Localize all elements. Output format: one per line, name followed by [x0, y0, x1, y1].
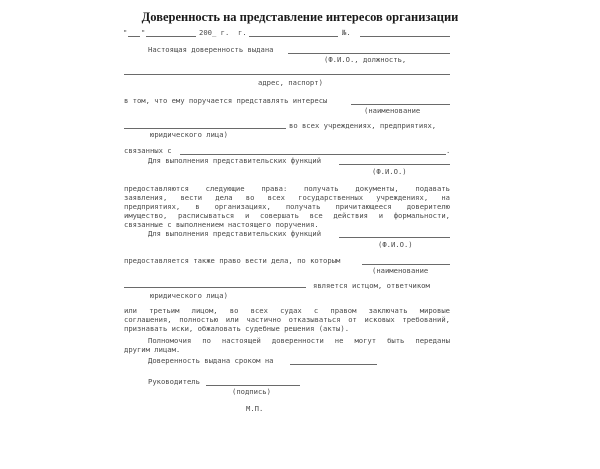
- entity-blank: [124, 128, 286, 129]
- city-label: г.: [238, 28, 247, 37]
- conduct-blank: [362, 264, 450, 265]
- court-line-3: признавать иски, обжаловать судебные решения (акты).: [124, 324, 350, 333]
- year-label: 200_ г.: [199, 28, 230, 37]
- number-blank: [360, 36, 450, 37]
- date-close-quote: ": [141, 28, 146, 37]
- stamp-label: М.П.: [246, 404, 264, 413]
- rights-line-5: связанные с выполнением настоящего поручения.: [124, 220, 319, 229]
- city-blank: [249, 36, 338, 37]
- hint-legal-entity: юридического лица): [150, 130, 228, 139]
- hint-legal-entity-2: юридического лица): [150, 291, 228, 300]
- hint-fio-position: (Ф.И.О., должность,: [324, 55, 407, 64]
- rep-fio-blank-2: [339, 237, 450, 238]
- court-line-1: или третьим лицом, во всех судах с правом заключать мировые: [124, 306, 450, 315]
- head-label: Руководитель: [148, 377, 200, 386]
- date-open-quote: ": [123, 28, 128, 37]
- period: .: [446, 146, 451, 155]
- rights-line-3: предприятиях, в организациях, получать причитающееся доверителю: [124, 202, 450, 211]
- related-blank: [180, 154, 446, 155]
- right-conduct: предоставляется также право вести дела, по которым: [124, 256, 341, 265]
- related-with: связанных с: [124, 146, 172, 155]
- rep-fio-blank: [339, 164, 450, 165]
- plaintiff-blank: [124, 287, 306, 288]
- address-blank: [124, 74, 450, 75]
- entrust-blank: [351, 104, 450, 105]
- validity-blank: [290, 364, 377, 365]
- hint-name-2: (наименование: [372, 266, 429, 275]
- document-title: Доверенность на представление интересов организации: [141, 10, 459, 24]
- rep-functions: Для выполнения представительских функций: [148, 156, 322, 165]
- day-blank: [128, 36, 140, 37]
- rights-line-2: заявления, вести дела во всех государственных учреждениях, на: [124, 193, 450, 202]
- entrust-line: в том, что ему поручается представлять интересы: [124, 96, 328, 105]
- hint-address-passport: адрес, паспорт): [258, 78, 323, 87]
- hint-fio-2: (Ф.И.О.): [378, 240, 413, 249]
- no-transfer-line-2: другим лицам.: [124, 345, 181, 354]
- rep-functions-2: Для выполнения представительских функций: [148, 229, 322, 238]
- month-blank: [146, 36, 196, 37]
- issued-to-blank: [288, 53, 450, 54]
- plaintiff-line: является истцом, ответчиком: [313, 281, 430, 290]
- rights-line-4: имущество, расписываться и совершать все действия и формальности,: [124, 211, 450, 220]
- number-label: №.: [342, 28, 351, 37]
- issued-line: Настоящая доверенность выдана: [148, 45, 274, 54]
- signature-blank: [206, 385, 300, 386]
- hint-fio: (Ф.И.О.): [372, 167, 407, 176]
- hint-name-open: (наименование: [364, 106, 421, 115]
- validity-line: Доверенность выдана сроком на: [148, 356, 274, 365]
- rights-line-1: предоставляются следующие права: получать документы, подавать: [124, 184, 450, 193]
- all-institutions: во всех учреждениях, предприятиях,: [289, 121, 437, 130]
- hint-signature: (подпись): [232, 387, 271, 396]
- no-transfer-line-1: Полномочия по настоящей доверенности не могут быть переданы: [148, 336, 450, 345]
- court-line-2: соглашения, полностью или частично отказываться от исковых требований,: [124, 315, 450, 324]
